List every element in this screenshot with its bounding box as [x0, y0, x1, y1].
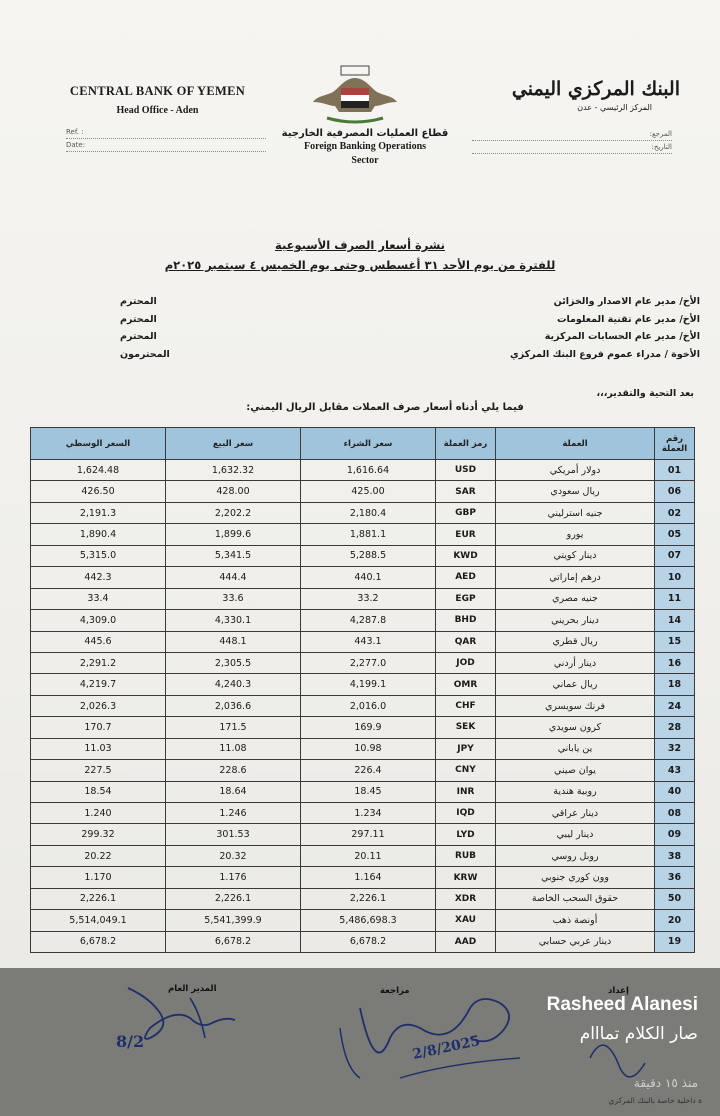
cell-currency-name: ريال عماني	[496, 674, 655, 695]
table-row	[31, 460, 695, 481]
table-body	[31, 460, 695, 953]
cell-currency-number: 10	[655, 567, 695, 588]
table-row	[31, 931, 695, 952]
recipient-line	[120, 349, 700, 367]
cell-buy-rate: 4,287.8	[301, 610, 436, 631]
recipient-to: الأخوة / مدراء عموم فروع البنك المركزي	[510, 348, 700, 360]
cell-currency-number: 11	[655, 588, 695, 609]
table-row	[31, 631, 695, 652]
cell-mid-rate: 4,219.7	[31, 674, 166, 695]
cell-currency-code: KRW	[436, 867, 496, 888]
cell-buy-rate: 2,180.4	[301, 502, 436, 523]
cell-buy-rate: 1.234	[301, 803, 436, 824]
cell-sell-rate: 5,341.5	[166, 545, 301, 566]
cell-sell-rate: 18.64	[166, 781, 301, 802]
cell-mid-rate: 170.7	[31, 717, 166, 738]
exchange-rates-table	[30, 427, 695, 953]
cell-currency-code: RUB	[436, 845, 496, 866]
cell-currency-code: BHD	[436, 610, 496, 631]
cell-buy-rate: 5,486,698.3	[301, 910, 436, 931]
cell-currency-code: SAR	[436, 481, 496, 502]
cell-currency-number: 24	[655, 695, 695, 716]
cell-buy-rate: 1,881.1	[301, 524, 436, 545]
cell-mid-rate: 227.5	[31, 760, 166, 781]
cell-sell-rate: 444.4	[166, 567, 301, 588]
cell-currency-number: 28	[655, 717, 695, 738]
cell-mid-rate: 2,026.3	[31, 695, 166, 716]
cell-currency-name: أونصة ذهب	[496, 910, 655, 931]
recipient-line	[120, 314, 700, 332]
cell-mid-rate: 5,315.0	[31, 545, 166, 566]
cell-buy-rate: 1.164	[301, 867, 436, 888]
intro-text: فيما يلي أدناه أسعار صرف العملات مقابل الريال اليمني:	[246, 402, 524, 413]
gm-label: المدير العام	[168, 984, 217, 994]
cell-currency-number: 20	[655, 910, 695, 931]
cell-currency-code: JPY	[436, 738, 496, 759]
cell-buy-rate: 226.4	[301, 760, 436, 781]
cell-buy-rate: 6,678.2	[301, 931, 436, 952]
ref-label-ar: المرجع:	[472, 128, 672, 141]
cell-currency-code: KWD	[436, 545, 496, 566]
cell-currency-name: دولار أمريكي	[496, 460, 655, 481]
recipient-honorific: المحترمون	[120, 348, 170, 360]
bank-header-ar	[480, 78, 680, 112]
cell-mid-rate: 426.50	[31, 481, 166, 502]
cell-currency-code: OMR	[436, 674, 496, 695]
cell-buy-rate: 443.1	[301, 631, 436, 652]
cell-buy-rate: 2,226.1	[301, 888, 436, 909]
table-row	[31, 717, 695, 738]
table-row	[31, 610, 695, 631]
cell-currency-code: AAD	[436, 931, 496, 952]
recipient-honorific: المحترم	[120, 313, 157, 325]
table-row	[31, 888, 695, 909]
cell-mid-rate: 1,890.4	[31, 524, 166, 545]
bulletin-heading: نشرة أسعار الصرف الأسبوعية	[274, 238, 445, 252]
table-row	[31, 824, 695, 845]
table-row	[31, 567, 695, 588]
col-header-code: رمز العملة	[436, 428, 496, 460]
cell-sell-rate: 5,541,399.9	[166, 910, 301, 931]
cell-mid-rate: 5,514,049.1	[31, 910, 166, 931]
table-row	[31, 524, 695, 545]
cell-currency-name: روبية هندية	[496, 781, 655, 802]
cell-currency-name: ريال سعودي	[496, 481, 655, 502]
cell-currency-number: 14	[655, 610, 695, 631]
cell-currency-code: IQD	[436, 803, 496, 824]
cell-currency-name: دينار عربي حسابي	[496, 931, 655, 952]
cell-currency-name: جنيه مصري	[496, 588, 655, 609]
preparer-label: إعداد	[608, 986, 629, 996]
cell-currency-number: 36	[655, 867, 695, 888]
cell-mid-rate: 2,191.3	[31, 502, 166, 523]
cell-mid-rate: 4,309.0	[31, 610, 166, 631]
sector-name-en-2: Sector	[351, 155, 379, 166]
cell-sell-rate: 1,632.32	[166, 460, 301, 481]
cell-sell-rate: 2,305.5	[166, 652, 301, 673]
cell-buy-rate: 2,016.0	[301, 695, 436, 716]
cell-mid-rate: 18.54	[31, 781, 166, 802]
cell-sell-rate: 171.5	[166, 717, 301, 738]
cell-currency-code: CHF	[436, 695, 496, 716]
recipient-honorific: المحترم	[120, 331, 157, 342]
cell-buy-rate: 18.45	[301, 781, 436, 802]
footer-note: ة داخلية خاصة بالبنك المركزي	[608, 1096, 702, 1105]
table-row	[31, 481, 695, 502]
reviewer-handwritten-date: 2/8/2025	[411, 1033, 482, 1063]
cell-mid-rate: 1.240	[31, 803, 166, 824]
cell-currency-code: USD	[436, 460, 496, 481]
cell-sell-rate: 1,899.6	[166, 524, 301, 545]
cell-currency-number: 38	[655, 845, 695, 866]
cell-sell-rate: 2,036.6	[166, 695, 301, 716]
cell-currency-name: حقوق السحب الخاصة	[496, 888, 655, 909]
table-row	[31, 652, 695, 673]
cell-currency-number: 16	[655, 652, 695, 673]
col-header-sell: سعر البيع	[166, 428, 301, 460]
cell-currency-code: EUR	[436, 524, 496, 545]
bulletin-title	[160, 238, 560, 272]
yemen-emblem-icon	[305, 62, 405, 128]
cell-currency-number: 43	[655, 760, 695, 781]
cell-currency-code: JOD	[436, 652, 496, 673]
recipient-line	[120, 331, 700, 349]
cell-mid-rate: 2,291.2	[31, 652, 166, 673]
bulletin-period: للفترة من يوم الأحد ٣١ أغسطس وحتى يوم الخميس ٤ سبتمبر ٢٠٢٥م	[164, 258, 556, 272]
cell-currency-code: INR	[436, 781, 496, 802]
office-name-ar: المركز الرئيسي - عدن	[577, 103, 652, 112]
cell-currency-code: SEK	[436, 717, 496, 738]
table-row	[31, 502, 695, 523]
cell-currency-number: 40	[655, 781, 695, 802]
cell-currency-name: جنيه استرليني	[496, 502, 655, 523]
table-row	[31, 738, 695, 759]
cell-currency-number: 18	[655, 674, 695, 695]
chat-message: صار الكلام تمااام	[579, 1024, 698, 1044]
gm-handwritten-date: 8/2	[116, 1032, 145, 1051]
cell-mid-rate: 445.6	[31, 631, 166, 652]
cell-mid-rate: 6,678.2	[31, 931, 166, 952]
cell-buy-rate: 297.11	[301, 824, 436, 845]
cell-currency-name: يورو	[496, 524, 655, 545]
ref-date-fields-en	[66, 126, 266, 152]
cell-currency-name: روبل روسي	[496, 845, 655, 866]
table-row	[31, 695, 695, 716]
ref-label-en: Ref. :	[66, 126, 266, 139]
table-row	[31, 910, 695, 931]
cell-currency-name: وون كوري جنوبي	[496, 867, 655, 888]
cell-currency-name: دينار عراقي	[496, 803, 655, 824]
cell-buy-rate: 5,288.5	[301, 545, 436, 566]
cell-sell-rate: 4,330.1	[166, 610, 301, 631]
cell-sell-rate: 2,202.2	[166, 502, 301, 523]
cell-currency-number: 07	[655, 545, 695, 566]
chat-timestamp: منذ ١٥ دقيقة	[633, 1076, 698, 1090]
cell-buy-rate: 4,199.1	[301, 674, 436, 695]
cell-currency-number: 19	[655, 931, 695, 952]
chat-user-name[interactable]: Rasheed Alanesi	[546, 994, 698, 1015]
reviewer-label: مراجعة	[380, 986, 410, 996]
cell-currency-number: 01	[655, 460, 695, 481]
sector-name-en-1: Foreign Banking Operations	[303, 141, 427, 152]
table-row	[31, 545, 695, 566]
cell-buy-rate: 33.2	[301, 588, 436, 609]
cell-currency-number: 50	[655, 888, 695, 909]
cell-mid-rate: 1,624.48	[31, 460, 166, 481]
col-header-mid: السعر الوسطي	[31, 428, 166, 460]
cell-currency-code: XAU	[436, 910, 496, 931]
col-header-num: رقم العملة	[655, 428, 695, 460]
recipients-list	[120, 296, 700, 366]
cell-mid-rate: 299.32	[31, 824, 166, 845]
cell-currency-name: دينار أردني	[496, 652, 655, 673]
cell-buy-rate: 169.9	[301, 717, 436, 738]
date-label-ar: التاريخ:	[472, 141, 672, 154]
cell-buy-rate: 1,616.64	[301, 460, 436, 481]
cell-sell-rate: 20.32	[166, 845, 301, 866]
recipient-to: الأخ/ مدير عام تقنية المعلومات	[556, 313, 700, 325]
cell-currency-number: 02	[655, 502, 695, 523]
cell-currency-name: فرنك سويسري	[496, 695, 655, 716]
cell-sell-rate: 33.6	[166, 588, 301, 609]
sector-name-ar: قطاع العمليات المصرفية الخارجية	[281, 128, 449, 139]
table-row	[31, 760, 695, 781]
cell-currency-code: GBP	[436, 502, 496, 523]
greeting: بعد التحية والتقدير،،،	[596, 388, 694, 399]
cell-currency-code: QAR	[436, 631, 496, 652]
cell-sell-rate: 428.00	[166, 481, 301, 502]
cell-mid-rate: 33.4	[31, 588, 166, 609]
col-header-buy: سعر الشراء	[301, 428, 436, 460]
cell-currency-number: 32	[655, 738, 695, 759]
office-name-en: Head Office - Aden	[116, 105, 199, 116]
cell-currency-name: ريال قطري	[496, 631, 655, 652]
cell-buy-rate: 440.1	[301, 567, 436, 588]
cell-mid-rate: 1.170	[31, 867, 166, 888]
bank-name-en: CENTRAL BANK OF YEMEN	[69, 84, 246, 98]
cell-currency-number: 15	[655, 631, 695, 652]
table-row	[31, 845, 695, 866]
cell-currency-code: EGP	[436, 588, 496, 609]
cell-mid-rate: 11.03	[31, 738, 166, 759]
bank-name-ar: البنك المركزي اليمني	[511, 78, 680, 100]
table-row	[31, 867, 695, 888]
cell-buy-rate: 2,277.0	[301, 652, 436, 673]
cell-currency-name: يوان صيني	[496, 760, 655, 781]
cell-currency-number: 08	[655, 803, 695, 824]
table-header-row	[31, 428, 695, 460]
cell-currency-code: CNY	[436, 760, 496, 781]
cell-buy-rate: 20.11	[301, 845, 436, 866]
recipient-honorific: المحترم	[120, 296, 157, 307]
cell-currency-number: 09	[655, 824, 695, 845]
cell-currency-code: LYD	[436, 824, 496, 845]
cell-currency-code: AED	[436, 567, 496, 588]
cell-mid-rate: 20.22	[31, 845, 166, 866]
sector-title	[255, 128, 475, 167]
table-row	[31, 803, 695, 824]
cell-sell-rate: 2,226.1	[166, 888, 301, 909]
cell-sell-rate: 11.08	[166, 738, 301, 759]
cell-sell-rate: 6,678.2	[166, 931, 301, 952]
cell-currency-name: دينار بحريني	[496, 610, 655, 631]
table-row	[31, 674, 695, 695]
cell-currency-name: درهم إماراتي	[496, 567, 655, 588]
cell-currency-name: دينار كويتي	[496, 545, 655, 566]
table-row	[31, 781, 695, 802]
cell-sell-rate: 1.176	[166, 867, 301, 888]
bank-header-en	[55, 84, 260, 116]
cell-mid-rate: 2,226.1	[31, 888, 166, 909]
date-label-en: Date:	[66, 139, 266, 152]
ref-date-fields-ar	[472, 128, 672, 154]
cell-currency-number: 05	[655, 524, 695, 545]
cell-currency-name: ين ياباني	[496, 738, 655, 759]
cell-sell-rate: 228.6	[166, 760, 301, 781]
cell-sell-rate: 1.246	[166, 803, 301, 824]
cell-currency-number: 06	[655, 481, 695, 502]
cell-mid-rate: 442.3	[31, 567, 166, 588]
cell-buy-rate: 10.98	[301, 738, 436, 759]
cell-sell-rate: 448.1	[166, 631, 301, 652]
col-header-currency: العملة	[496, 428, 655, 460]
cell-currency-name: كرون سويدي	[496, 717, 655, 738]
cell-currency-name: دينار ليبي	[496, 824, 655, 845]
recipient-line	[120, 296, 700, 314]
cell-sell-rate: 4,240.3	[166, 674, 301, 695]
cell-buy-rate: 425.00	[301, 481, 436, 502]
recipient-to: الأخ/ مدير عام الحسابات المركزية	[544, 331, 700, 342]
cell-sell-rate: 301.53	[166, 824, 301, 845]
table-row	[31, 588, 695, 609]
recipient-to: الأخ/ مدير عام الاصدار والخزائن	[553, 296, 700, 307]
cell-currency-code: XDR	[436, 888, 496, 909]
